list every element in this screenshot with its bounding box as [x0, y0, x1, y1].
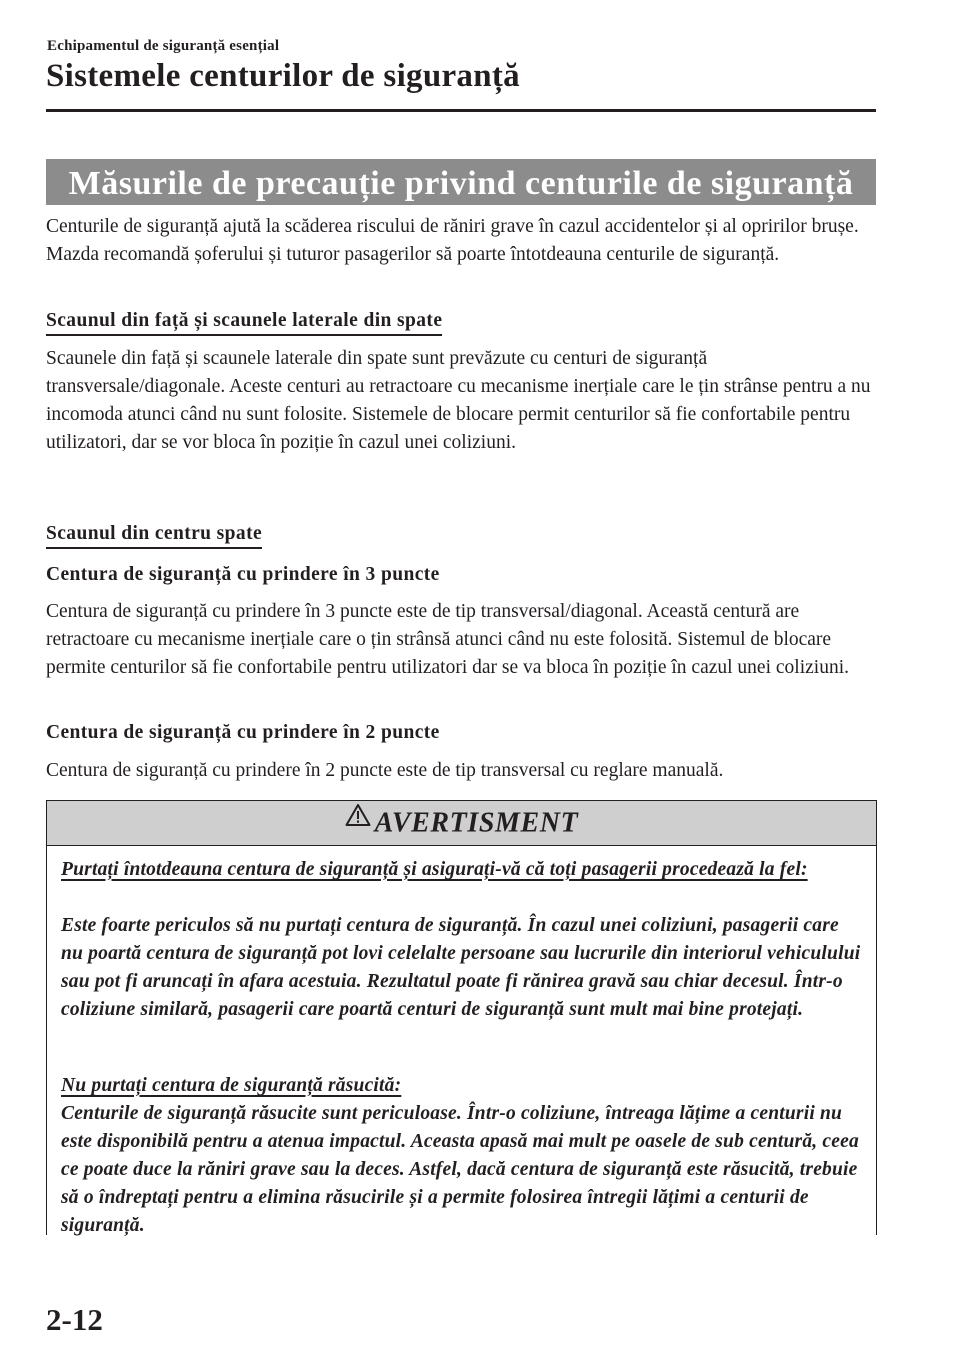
warning-box	[46, 800, 877, 1235]
front-seats-paragraph: Scaunele din față și scaunele laterale din spate sunt prevăzute cu centuri de siguranță transversale/diagonale. Aceste centuri au retractoare cu mecanisme inerțiale care le țin strânse pentru a nu incomoda atunci când nu sunt folosite. Sistemele de blocare permit centurilor să fie confortabile pentru utilizatori, dar se vor bloca în poziție în cazul unei coliziuni.	[46, 348, 871, 453]
two-point-paragraph: Centura de siguranță cu prindere în 2 puncte este de tip transversal cu reglare manuală.	[46, 760, 724, 781]
intro-paragraph: Centurile de siguranță ajută la scăderea riscului de răniri grave în cazul accidentelor și al opririlor brușe. Mazda recomandă șoferului și tuturor pasagerilor să poarte întotdeauna centurile de siguranță.	[46, 216, 859, 265]
warning-item1-heading: Purtați întotdeauna centura de siguranță și asigurați-vă că toți pasagerii procedează la fel:	[61, 859, 808, 880]
center-seat-heading: Scaunul din centru spate	[46, 523, 262, 549]
warning-item2-heading: Nu purtați centura de siguranță răsucită:	[61, 1075, 402, 1096]
section-label: Echipamentul de siguranță esențial	[47, 38, 280, 54]
two-point-heading: Centura de siguranță cu prindere în 2 puncte	[46, 722, 440, 743]
page-title: Sistemele centurilor de siguranță	[46, 58, 520, 94]
three-point-paragraph: Centura de siguranță cu prindere în 3 puncte este de tip transversal/diagonal. Această centură are retractoare cu mecanisme inerțiale care o țin strânsă atunci când nu este folosită. Sistemul de blocare permite centurilor să fie confortabile pentru utilizatori dar se va bloca în poziție în cazul unei coliziuni.	[46, 601, 849, 678]
warning-header	[47, 800, 876, 846]
warning-triangle-icon	[345, 801, 371, 845]
section-title-banner: Măsurile de precauție privind centurile de siguranță	[46, 159, 876, 205]
warning-item1-text: Este foarte periculos să nu purtați centura de siguranță. În cazul unei coliziuni, pasagerii care nu poartă centura de siguranță pot lovi celelalte persoane sau lucrurile din interiorul vehiculului sau pot fi aruncați în afara acestuia. Rezultatul poate fi rănirea gravă sau chiar decesul. Într-o coliziune similară, pasagerii care poartă centuri de siguranță sunt mult mai bine protejați.	[61, 915, 861, 1020]
warning-title: AVERTISMENT	[374, 807, 579, 839]
three-point-heading: Centura de siguranță cu prindere în 3 puncte	[46, 564, 440, 585]
page-number: 2-12	[46, 1302, 103, 1337]
warning-item2-text: Centurile de siguranță răsucite sunt periculoase. Într-o coliziune, întreaga lățime a centurii nu este disponibilă pentru a atenua impactul. Aceasta apasă mai mult pe oasele de sub centură, ceea ce poate duce la răniri grave sau la deces. Astfel, dacă centura de siguranță este răsucită, trebuie să o îndreptați pentru a elimina răsucirile și a permite folosirea întregii lățimi a centurii de siguranță.	[61, 1103, 859, 1236]
front-seats-heading: Scaunul din față și scaunele laterale din spate	[46, 310, 442, 336]
header-divider	[46, 109, 876, 112]
